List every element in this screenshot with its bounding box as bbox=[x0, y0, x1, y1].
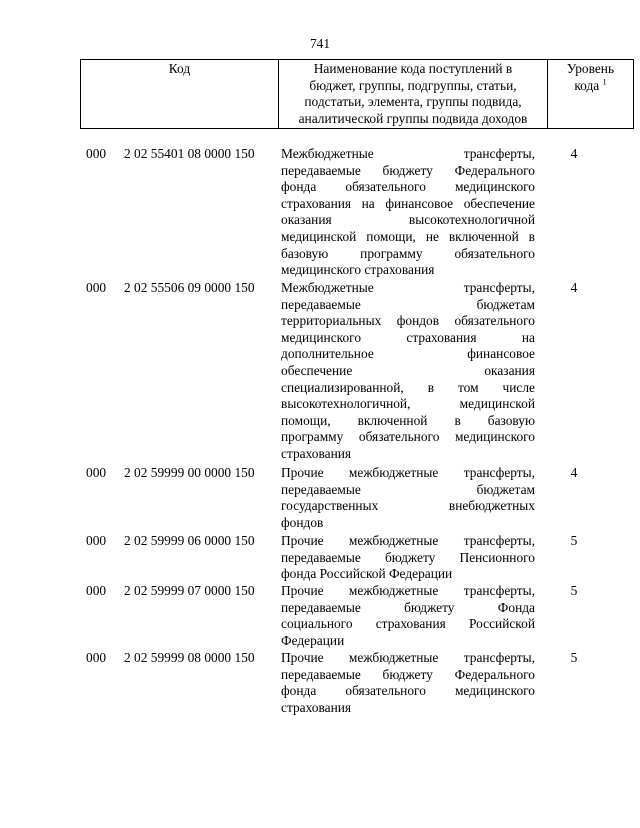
revenue-name-line: передаваемые бюджету Фонда bbox=[281, 599, 535, 615]
revenue-name bbox=[281, 533, 535, 583]
revenue-name-line: Федерации bbox=[281, 632, 345, 648]
revenue-name-line: фонда Российской Федерации bbox=[281, 566, 453, 582]
footnote-marker: 1 bbox=[602, 77, 607, 87]
revenue-name-line: фонда обязательного медицинского bbox=[281, 179, 535, 195]
revenue-name-line: Прочие межбюджетные трансферты, bbox=[281, 465, 535, 480]
code-level: 4 bbox=[570, 146, 578, 161]
revenue-name-line: фондов bbox=[281, 514, 324, 530]
header-name-line: Наименование кода поступлений в bbox=[313, 61, 513, 76]
revenue-code: 2 02 59999 07 0000 150 bbox=[124, 583, 255, 598]
code-level: 5 bbox=[570, 650, 578, 665]
revenue-name-line: базовую программу обязательного bbox=[281, 245, 535, 261]
revenue-name-line: Межбюджетные трансферты, bbox=[281, 146, 535, 161]
header-level bbox=[548, 60, 634, 129]
revenue-code: 2 02 55401 08 0000 150 bbox=[124, 146, 255, 161]
revenue-name bbox=[281, 280, 535, 463]
admin-code: 000 bbox=[86, 650, 107, 665]
header-name-line: подстатьи, элемента, группы подвида, bbox=[304, 94, 522, 109]
revenue-name-line: страхования bbox=[281, 699, 352, 715]
admin-code: 000 bbox=[86, 280, 107, 295]
revenue-name-line: медицинского страхования bbox=[281, 262, 435, 278]
admin-code: 000 bbox=[86, 583, 107, 598]
code-level: 5 bbox=[570, 533, 578, 548]
header-name bbox=[279, 60, 548, 129]
page-number: 741 bbox=[309, 36, 331, 51]
revenue-name-line: передаваемые бюджету Федерального bbox=[281, 162, 535, 178]
revenue-code: 2 02 55506 09 0000 150 bbox=[124, 280, 255, 295]
revenue-name-line: передаваемые бюджетам bbox=[281, 481, 535, 497]
revenue-code: 2 02 59999 08 0000 150 bbox=[124, 650, 255, 665]
code-level: 4 bbox=[570, 465, 578, 480]
header-name-line: аналитической группы подвида доходов bbox=[298, 110, 528, 126]
revenue-name-line: программу обязательного медицинского bbox=[281, 429, 535, 445]
revenue-name bbox=[281, 650, 535, 716]
revenue-name-line: высокотехнологичной, медицинской bbox=[281, 396, 535, 412]
revenue-name-line: страхования на финансовое обеспечение bbox=[281, 195, 535, 211]
revenue-name-line: Прочие межбюджетные трансферты, bbox=[281, 650, 535, 665]
revenue-code: 2 02 59999 00 0000 150 bbox=[124, 465, 255, 480]
revenue-name bbox=[281, 583, 535, 649]
revenue-name-line: специализированной, в том числе bbox=[281, 379, 535, 395]
revenue-name-line: государственных внебюджетных bbox=[281, 498, 535, 514]
revenue-name-line: страхования bbox=[281, 445, 352, 461]
revenue-name-line: социального страхования Российской bbox=[281, 616, 535, 632]
revenue-name bbox=[281, 465, 535, 531]
header-level-line: Уровень bbox=[566, 61, 615, 76]
revenue-name-line: обеспечение оказания bbox=[281, 362, 535, 378]
header-code: Код bbox=[81, 60, 279, 129]
header-name-line: бюджет, группы, подгруппы, статьи, bbox=[309, 77, 517, 93]
code-level: 4 bbox=[570, 280, 578, 295]
revenue-name-line: передаваемые бюджетам bbox=[281, 296, 535, 312]
admin-code: 000 bbox=[86, 533, 107, 548]
revenue-name-line: помощи, включенной в базовую bbox=[281, 412, 535, 428]
code-level: 5 bbox=[570, 583, 578, 598]
revenue-name-line: Прочие межбюджетные трансферты, bbox=[281, 533, 535, 548]
header-level-line bbox=[550, 78, 631, 95]
revenue-name-line: фонда обязательного медицинского bbox=[281, 683, 535, 699]
admin-code: 000 bbox=[86, 146, 107, 161]
revenue-name-line: оказания высокотехнологичной bbox=[281, 212, 535, 228]
revenue-name-line: медицинского страхования на bbox=[281, 329, 535, 345]
revenue-name-line: Прочие межбюджетные трансферты, bbox=[281, 583, 535, 598]
revenue-code: 2 02 59999 06 0000 150 bbox=[124, 533, 255, 548]
revenue-name-line: территориальных фондов обязательного bbox=[281, 313, 535, 329]
table-header bbox=[80, 59, 634, 129]
revenue-name-line: медицинской помощи, не включенной в bbox=[281, 228, 535, 244]
admin-code: 000 bbox=[86, 465, 107, 480]
header-level-word: кода bbox=[574, 77, 600, 93]
revenue-name-line: дополнительное финансовое bbox=[281, 346, 535, 362]
revenue-name-line: передаваемые бюджету Федерального bbox=[281, 666, 535, 682]
revenue-name-line: Межбюджетные трансферты, bbox=[281, 280, 535, 295]
revenue-name-line: передаваемые бюджету Пенсионного bbox=[281, 549, 535, 565]
revenue-name bbox=[281, 146, 535, 279]
